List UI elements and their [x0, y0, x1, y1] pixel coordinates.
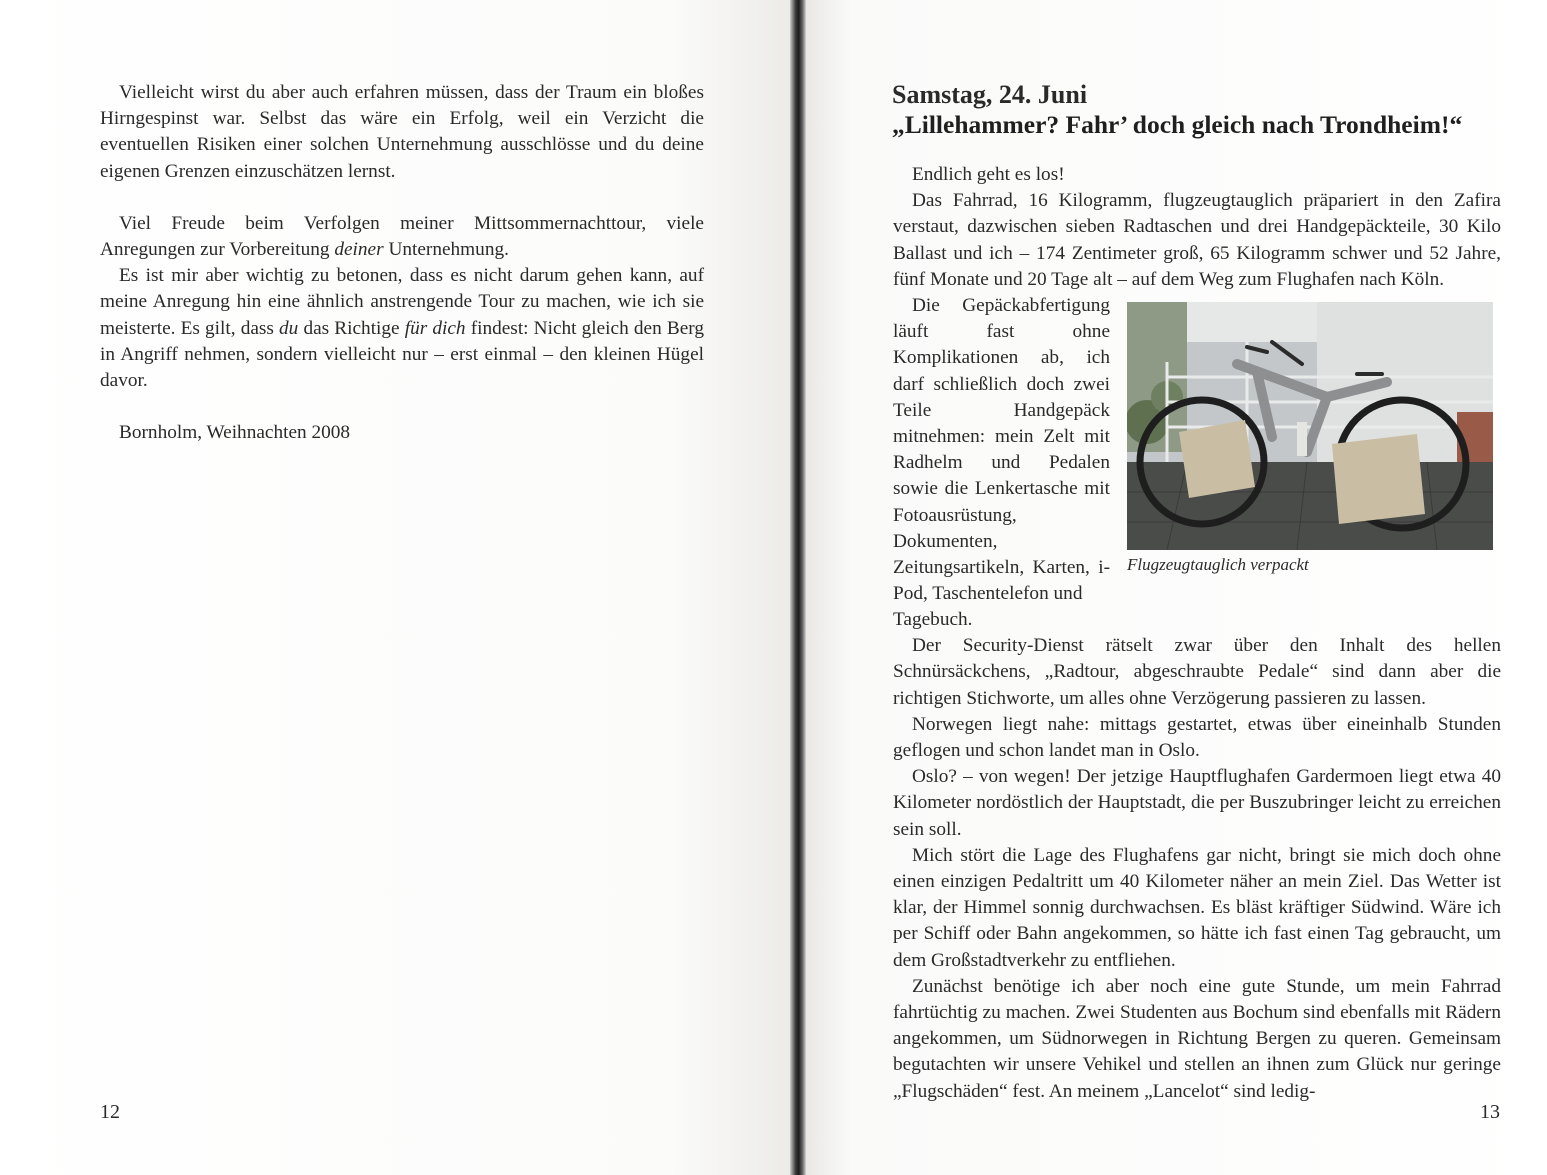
- signature-line: Bornholm, Weihnachten 2008: [119, 422, 351, 444]
- date-heading: Samstag, 24. Juni: [892, 80, 1088, 109]
- text-with-photo: [893, 293, 1501, 607]
- paragraph: Zunächst benötige ich aber noch eine gute Stunde, um mein Fahrrad fahrtüchtig zu machen. Zwei Studenten aus Bochum sind ebenfalls mit Rädern angekommen, um Südnorwegen in Richtung Bergen zu queren. Gemeinsam begutachten wir unsere Vehikel und stellen an ihnen zum Glück nur geringe „Flugschäden“ fest. An meinem „Lancelot“ sind ledig-: [893, 975, 1501, 1102]
- foreword-paragraph: Viel Freude beim Verfolgen meiner Mittsommernachttour, viele Anregungen zur Vorbereitung deiner Unternehmung.: [100, 212, 704, 261]
- page-number-right: 13: [1480, 1101, 1500, 1123]
- foreword-paragraph: Vielleicht wirst du aber auch erfahren müssen, dass der Traum ein bloßes Hirngespinst war. Selbst das wäre ein Erfolg, weil ein Verzicht die eventuellen Risiken einer solchen Unternehmung ausschlösse und du deine eigenen Grenzen einzuschätzen lernst.: [100, 82, 704, 182]
- paragraph-continuation: Tagebuch.: [893, 609, 973, 631]
- wrapped-text-column: [893, 293, 1110, 607]
- emphasis-text: für dich: [404, 317, 466, 339]
- book-gutter: [790, 0, 806, 1175]
- chapter-text: [893, 162, 1501, 1105]
- foreword-paragraph: Es ist mir aber wichtig zu betonen, dass es nicht darum gehen kann, auf meine Anregung hin eine ähnlich anstrengende Tour zu machen, wie ich sie meisterte. Es gilt, dass du das Richtige für dich findest: Nicht gleich den Berg in Angriff nehmen, sondern vielleicht nur – erst einmal – den kleinen Hügel davor.: [100, 265, 704, 392]
- paragraph: Endlich geht es los!: [912, 164, 1065, 185]
- left-page-body: [100, 80, 704, 446]
- chapter-title: „Lillehammer? Fahr’ doch gleich nach Trondheim!“: [892, 110, 1463, 139]
- page-number-left: 12: [100, 1101, 120, 1123]
- paragraph: Das Fahrrad, 16 Kilogramm, flugzeugtauglich präpariert in den Zafira verstaut, dazwischen sieben Radtaschen und drei Handgepäckteile, 30 Kilo Ballast und ich – 174 Zentimeter groß, 65 Kilogramm schwer und 52 Jahre, fünf Monate und 20 Tage alt – auf dem Weg zum Flughafen nach Köln.: [893, 190, 1501, 290]
- emphasis-text: du: [279, 317, 299, 339]
- bicycle-photo-illustration: [1127, 302, 1493, 550]
- paragraph: Die Gepäckabfertigung läuft fast ohne Komplikationen ab, ich darf schließlich doch zwei Teile Handgepäck mitnehmen: mein Zelt mit Radhelm und Pedalen sowie die Lenkertasche mit Fotoausrüstung, Dokumenten, Zeitungsartikeln, Karten, i-Pod, Taschentelefon und: [893, 295, 1110, 605]
- paragraph: Norwegen liegt nahe: mittags gestartet, etwas über eineinhalb Stunden geflogen und schon landet man in Oslo.: [893, 713, 1501, 762]
- paragraph: Der Security-Dienst rätselt zwar über den Inhalt des hellen Schnürsäckchens, „Radtour, abgeschraubte Pedale“ sind dann aber die richtigen Stichworte, um alles ohne Verzögerung passieren zu lassen.: [893, 635, 1501, 709]
- paragraph: Mich stört die Lage des Flughafens gar nicht, bringt sie mich doch ohne einen einzigen Pedaltritt um 40 Kilometer näher an mein Ziel. Das Wetter ist klar, der Himmel sonnig durchwachsen. Es bläst kräftiger Südwind. Wäre ich per Schiff oder Bahn angekommen, so hätte ich fast einen Tag gebraucht, um dem Großstadtverkehr zu entfliehen.: [893, 844, 1501, 971]
- photo-caption: Flugzeugtauglich verpackt: [1127, 555, 1309, 575]
- emphasis-text: deiner: [334, 239, 384, 261]
- right-page-body: [893, 80, 1501, 1105]
- paragraph: Oslo? – von wegen! Der jetzige Hauptflughafen Gardermoen liegt etwa 40 Kilometer nordöstlich der Hauptstadt, die per Buszubringer leicht zu erreichen sein soll.: [893, 766, 1501, 840]
- bicycle-photo: [1127, 302, 1493, 550]
